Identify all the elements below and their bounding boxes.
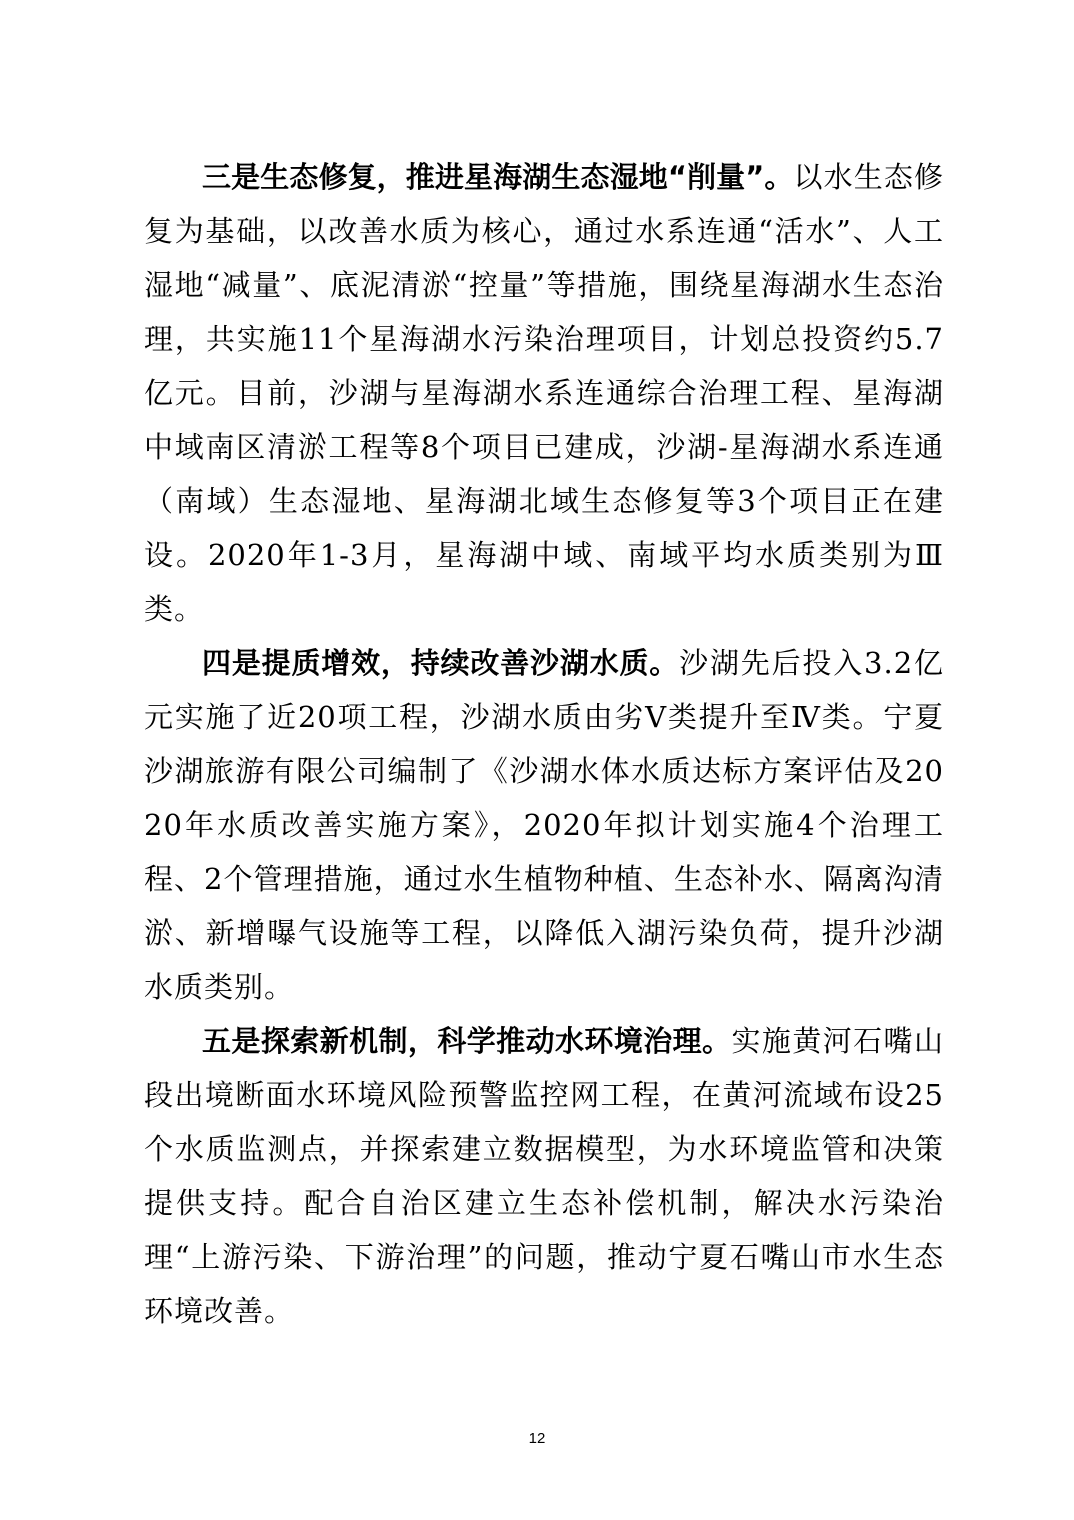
document-body [144, 150, 944, 1338]
paragraph-lead: 五是探索新机制，科学推动水环境治理。 [202, 1024, 732, 1058]
paragraph-water-quality [144, 636, 944, 1014]
paragraph-new-mechanism [144, 1014, 944, 1338]
page-number: 12 [528, 1430, 546, 1447]
paragraph-text: 沙湖先后投入3.2亿元实施了近20项工程，沙湖水质由劣Ⅴ类提升至Ⅳ类。宁夏沙湖旅游有限公司编制了《沙湖水体水质达标方案评估及2020年水质改善实施方案》，2020年拟计划实施4个治理工程、2个管理措施，通过水生植物种植、生态补水、隔离沟清淤、新增曝气设施等工程，以降低入湖污染负荷，提升沙湖水质类别。 [144, 646, 944, 1004]
paragraph-lead: 四是提质增效，持续改善沙湖水质。 [202, 646, 680, 680]
paragraph-lead: 三是生态修复，推进星海湖生态湿地“削量”。 [202, 160, 794, 194]
paragraph-text: 以水生态修复为基础，以改善水质为核心，通过水系连通“活水”、人工湿地“减量”、底泥清淤“控量”等措施，围绕星海湖水生态治理，共实施11个星海湖水污染治理项目，计划总投资约5.7亿元。目前，沙湖与星海湖水系连通综合治理工程、星海湖中域南区清淤工程等8个项目已建成，沙湖-星海湖水系连通（南域）生态湿地、星海湖北域生态修复等3个项目正在建设。2020年1-3月，星海湖中域、南域平均水质类别为Ⅲ类。 [144, 160, 944, 626]
paragraph-ecological-restoration [144, 150, 944, 636]
paragraph-text: 实施黄河石嘴山段出境断面水环境风险预警监控网工程，在黄河流域布设25个水质监测点，并探索建立数据模型，为水环境监管和决策提供支持。配合自治区建立生态补偿机制，解决水污染治理“上游污染、下游治理”的问题，推动宁夏石嘴山市水生态环境改善。 [144, 1024, 944, 1328]
